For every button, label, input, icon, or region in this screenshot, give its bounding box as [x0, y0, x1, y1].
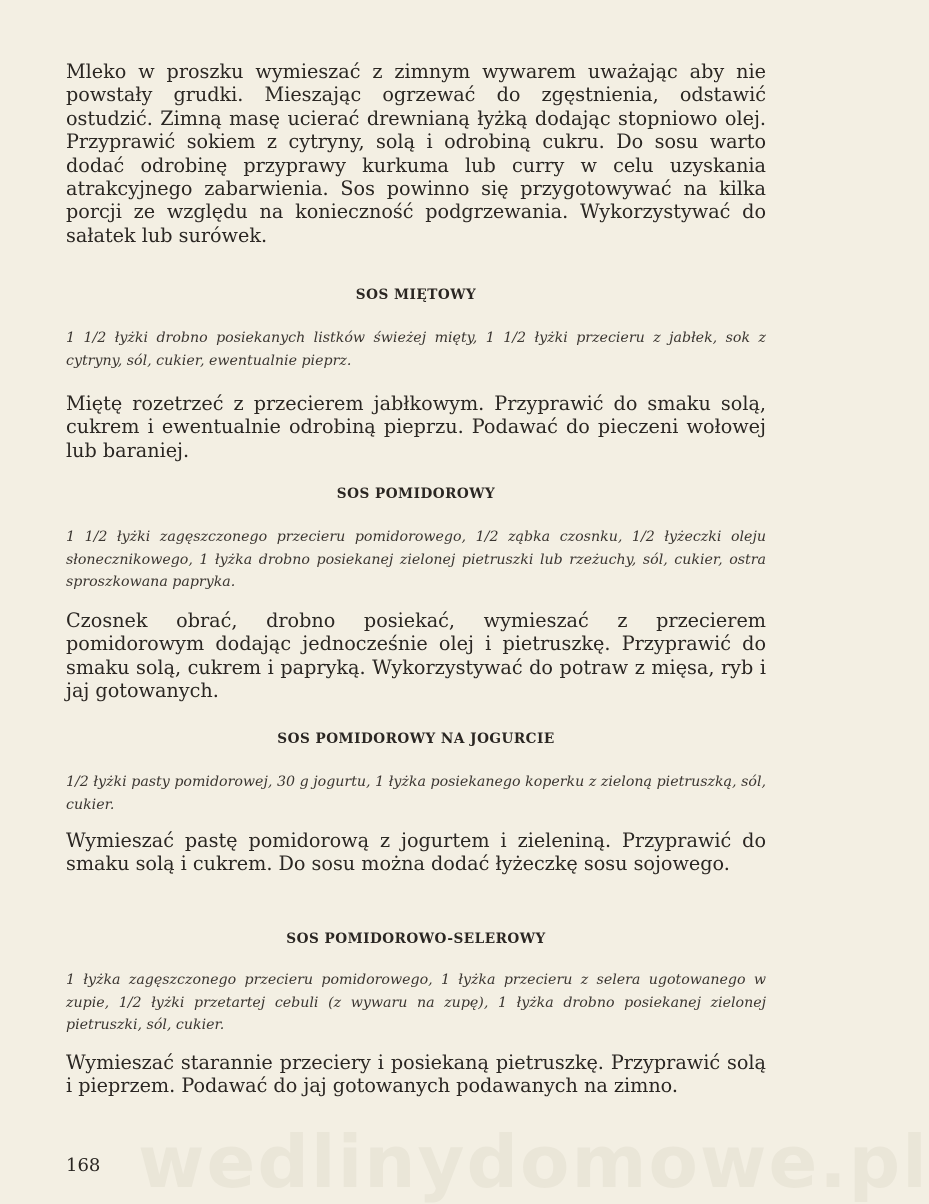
recipe-title-tomato-sauce: SOS POMIDOROWY [336, 486, 496, 502]
intro-paragraph: Mleko w proszku wymieszać z zimnym wywarem uważając aby nie powstały grudki. Mieszając ogrzewać do zgęstnienia, odstawić ostudzić. Zimną masę ucierać drewnianą łyżką dodając stopniowo olej. Przyprawić sokiem z cytryny, solą i odrobiną cukru. Do sosu warto dodać odrobinę przyprawy kurkuma lub curry w celu uzyskania atrakcyjnego zabarwienia. Sos powinno się przygotowywać na kilka porcji ze względu na konieczność podgrzewania. Wykorzystywać do sałatek lub surówek. [66, 60, 766, 247]
watermark: wedlinydomowe.pl [138, 1120, 929, 1204]
recipe-ingredients-tomato-celery-sauce: 1 łyżka zagęszczonego przecieru pomidorowego, 1 łyżka przecieru z selera ugotowanego w zupie, 1/2 łyżki przetartej cebuli (z wywaru na zupę), 1 łyżka drobno posiekanej zielonej pietruszki, sól, cukier. [66, 972, 766, 1033]
recipe-title-mint-sauce: SOS MIĘTOWY [355, 287, 477, 303]
recipe-instructions-mint-sauce: Miętę rozetrzeć z przecierem jabłkowym. Przyprawić do smaku solą, cukrem i ewentualnie odrobiną pieprzu. Podawać do pieczeni wołowej lub baraniej. [66, 392, 766, 462]
recipe-ingredients-tomato-sauce: 1 1/2 łyżki zagęszczonego przecieru pomidorowego, 1/2 ząbka czosnku, 1/2 łyżeczki oleju słonecznikowego, 1 łyżka drobno posiekanej zielonej pietruszki lub rzeżuchy, sól, cukier, ostra sproszkowana papryka. [66, 529, 766, 590]
recipe-ingredients-tomato-yogurt-sauce: 1/2 łyżki pasty pomidorowej, 30 g jogurtu, 1 łyżka posiekanego koperku z zieloną pietruszką, sól, cukier. [66, 774, 766, 813]
recipe-instructions-tomato-yogurt-sauce: Wymieszać pastę pomidorową z jogurtem i zieleniną. Przyprawić do smaku solą i cukrem. Do sosu można dodać łyżeczkę sosu sojowego. [66, 829, 766, 876]
recipe-ingredients-mint-sauce: 1 1/2 łyżki drobno posiekanych listków świeżej mięty, 1 1/2 łyżki przecieru z jabłek, sok z cytryny, sól, cukier, ewentualnie pieprz. [66, 330, 766, 369]
recipe-instructions-tomato-celery-sauce: Wymieszać starannie przeciery i posiekaną pietruszkę. Przyprawić solą i pieprzem. Podawać do jaj gotowanych podawanych na zimno. [66, 1051, 766, 1098]
recipe-title-tomato-yogurt-sauce: SOS POMIDOROWY NA JOGURCIE [277, 731, 555, 747]
recipe-instructions-tomato-sauce: Czosnek obrać, drobno posiekać, wymieszać z przecierem pomidorowym dodając jednocześnie olej i pietruszkę. Przyprawić do smaku solą, cukrem i papryką. Wykorzystywać do potraw z mięsa, ryb i jaj gotowanych. [66, 609, 766, 703]
recipe-title-tomato-celery-sauce: SOS POMIDOROWO-SELEROWY [286, 931, 546, 947]
page-number: 168 [66, 1155, 101, 1176]
